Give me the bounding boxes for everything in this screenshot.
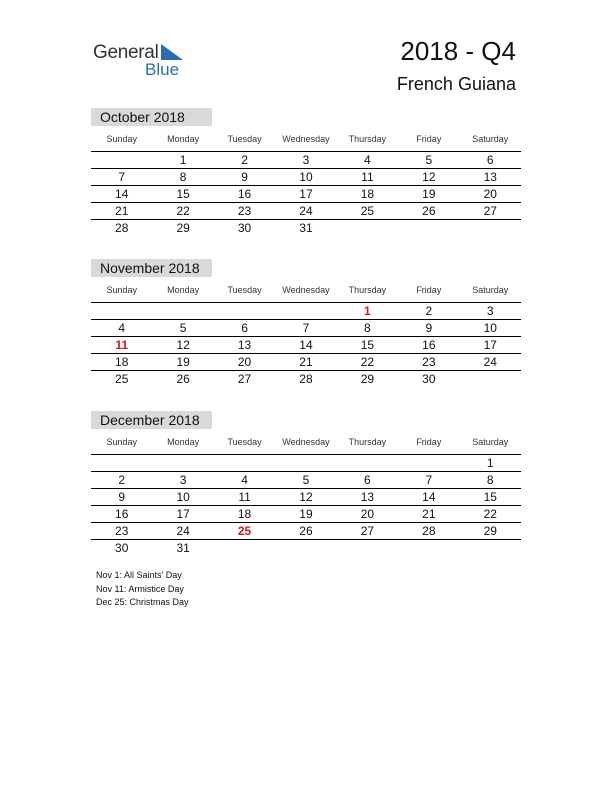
weekday-label: Sunday [106, 285, 137, 295]
week-row [91, 220, 521, 236]
day-cell: 16 [237, 187, 252, 201]
day-cell: 31 [299, 221, 313, 235]
month-block-october [91, 108, 521, 236]
day-cell: 23 [237, 204, 252, 218]
weekday-label: Tuesday [227, 437, 262, 447]
month-label: November 2018 [91, 259, 212, 277]
day-cell: 29 [483, 524, 497, 538]
day-cell: 29 [360, 372, 375, 386]
weekday-label: Friday [416, 285, 442, 295]
weekday-label: Monday [167, 134, 200, 144]
week-row [91, 320, 521, 337]
day-cell: 31 [176, 541, 190, 555]
month-grid [91, 303, 521, 387]
empty-day-cell [275, 303, 336, 319]
empty-day-cell [337, 455, 398, 471]
day-cell: 10 [483, 321, 497, 335]
day-cell: 11 [361, 170, 374, 184]
day-cell: 19 [422, 187, 436, 201]
day-cell: 12 [299, 490, 313, 504]
day-cell: 4 [241, 473, 248, 487]
week-row [91, 203, 521, 220]
day-cell: 10 [299, 170, 313, 184]
weekday-label: Sunday [106, 437, 137, 447]
day-cell: 26 [422, 204, 436, 218]
day-cell: 1 [179, 153, 187, 167]
week-row [91, 371, 521, 387]
empty-day-cell [398, 455, 459, 471]
day-cell: 17 [299, 187, 313, 201]
day-cell: 24 [176, 524, 190, 538]
day-cell: 21 [115, 204, 129, 218]
day-cell: 13 [360, 490, 375, 504]
day-cell: 16 [422, 338, 436, 352]
day-cell: 30 [115, 541, 129, 555]
week-row [91, 455, 521, 472]
day-cell: 10 [176, 490, 190, 504]
day-cell: 20 [237, 355, 252, 369]
empty-day-cell [214, 455, 275, 471]
day-cell: 8 [179, 170, 187, 184]
day-cell: 26 [299, 524, 313, 538]
week-row [91, 472, 521, 489]
holiday-day-cell: 25 [237, 524, 252, 538]
day-cell: 23 [422, 355, 436, 369]
week-row [91, 523, 521, 540]
weekday-label: Sunday [106, 134, 137, 144]
logo-general-text: General [93, 42, 159, 63]
empty-day-cell [214, 540, 275, 556]
weekday-label: Thursday [348, 134, 387, 144]
empty-day-cell [91, 152, 152, 168]
day-cell: 15 [176, 187, 190, 201]
holiday-note: Nov 11: Armistice Day [96, 583, 184, 594]
empty-day-cell [275, 455, 336, 471]
logo-blue-text: Blue [145, 60, 180, 79]
week-row [91, 303, 521, 320]
day-cell: 1 [486, 456, 494, 470]
page-title: 2018 - Q4 [400, 36, 516, 66]
day-cell: 3 [486, 304, 494, 318]
day-cell: 8 [486, 473, 494, 487]
day-cell: 20 [483, 187, 497, 201]
empty-day-cell [91, 455, 152, 471]
day-cell: 5 [179, 321, 187, 335]
day-cell: 22 [360, 355, 375, 369]
day-cell: 13 [483, 170, 497, 184]
week-row [91, 506, 521, 523]
month-block-november [91, 259, 521, 387]
empty-day-cell [460, 540, 521, 556]
week-row [91, 354, 521, 371]
day-cell: 17 [176, 507, 190, 521]
empty-day-cell [91, 303, 152, 319]
week-row [91, 540, 521, 556]
day-cell: 9 [118, 490, 126, 504]
holiday-day-cell: 11 [115, 338, 129, 352]
weekday-label: Wednesday [282, 134, 330, 144]
holiday-notes [96, 569, 189, 610]
day-cell: 18 [237, 507, 252, 521]
day-cell: 6 [486, 153, 494, 167]
day-cell: 14 [422, 490, 436, 504]
empty-day-cell [398, 220, 459, 236]
day-cell: 2 [118, 473, 126, 487]
weekday-label: Saturday [472, 285, 509, 295]
day-cell: 24 [299, 204, 313, 218]
empty-day-cell [152, 455, 213, 471]
logo [93, 40, 193, 80]
empty-day-cell [275, 540, 336, 556]
day-cell: 27 [360, 524, 375, 538]
day-cell: 19 [299, 507, 313, 521]
day-cell: 4 [118, 321, 126, 335]
day-cell: 8 [364, 321, 371, 335]
day-cell: 2 [425, 304, 433, 318]
day-cell: 12 [422, 170, 436, 184]
day-cell: 13 [237, 338, 252, 352]
day-cell: 11 [238, 490, 251, 504]
month-label: October 2018 [91, 108, 212, 126]
page-subtitle: French Guiana [396, 74, 516, 94]
holiday-note: Nov 1: All Saints’ Day [96, 570, 182, 580]
weekday-label: Wednesday [282, 285, 330, 295]
weekday-label: Tuesday [227, 285, 262, 295]
day-cell: 5 [425, 153, 433, 167]
month-label: December 2018 [91, 411, 212, 429]
week-row [91, 337, 521, 354]
month-grid [91, 152, 521, 236]
day-cell: 6 [364, 473, 371, 487]
empty-day-cell [337, 540, 398, 556]
weekday-label: Saturday [472, 437, 509, 447]
day-cell: 28 [299, 372, 313, 386]
day-cell: 3 [302, 153, 310, 167]
day-cell: 15 [483, 490, 497, 504]
empty-day-cell [337, 220, 398, 236]
day-cell: 9 [241, 170, 248, 184]
weekday-label: Tuesday [227, 134, 262, 144]
logo-triangle-icon [161, 44, 183, 60]
day-cell: 27 [237, 372, 252, 386]
day-cell: 12 [176, 338, 190, 352]
holiday-day-cell: 1 [364, 304, 371, 318]
day-cell: 25 [360, 204, 375, 218]
day-cell: 27 [483, 204, 497, 218]
day-cell: 19 [176, 355, 190, 369]
day-cell: 2 [241, 153, 248, 167]
empty-day-cell [460, 220, 521, 236]
day-cell: 29 [176, 221, 190, 235]
day-cell: 22 [483, 507, 497, 521]
day-cell: 15 [360, 338, 375, 352]
day-cell: 6 [241, 321, 248, 335]
day-cell: 23 [115, 524, 129, 538]
day-cell: 26 [176, 372, 190, 386]
day-cell: 9 [425, 321, 433, 335]
day-cell: 18 [360, 187, 375, 201]
empty-day-cell [152, 303, 213, 319]
weekday-header [91, 433, 521, 455]
day-cell: 17 [483, 338, 497, 352]
day-cell: 28 [422, 524, 436, 538]
week-row [91, 489, 521, 506]
day-cell: 30 [237, 221, 252, 235]
day-cell: 4 [364, 153, 371, 167]
weekday-label: Friday [416, 134, 442, 144]
day-cell: 21 [299, 355, 313, 369]
day-cell: 14 [115, 187, 129, 201]
day-cell: 22 [176, 204, 190, 218]
weekday-label: Thursday [348, 285, 387, 295]
weekday-header [91, 281, 521, 303]
day-cell: 28 [115, 221, 129, 235]
day-cell: 30 [422, 372, 436, 386]
day-cell: 7 [425, 473, 433, 487]
day-cell: 3 [179, 473, 187, 487]
weekday-label: Saturday [472, 134, 509, 144]
empty-day-cell [398, 540, 459, 556]
day-cell: 5 [302, 473, 310, 487]
day-cell: 20 [360, 507, 375, 521]
weekday-label: Monday [167, 285, 200, 295]
holiday-note: Dec 25: Christmas Day [96, 597, 189, 607]
weekday-label: Thursday [348, 437, 387, 447]
weekday-label: Wednesday [282, 437, 330, 447]
week-row [91, 186, 521, 203]
week-row [91, 152, 521, 169]
weekday-label: Friday [416, 437, 442, 447]
day-cell: 14 [299, 338, 313, 352]
month-block-december [91, 411, 521, 556]
weekday-label: Monday [167, 437, 200, 447]
day-cell: 7 [118, 170, 126, 184]
day-cell: 7 [302, 321, 310, 335]
day-cell: 16 [115, 507, 129, 521]
week-row [91, 169, 521, 186]
empty-day-cell [460, 371, 521, 387]
day-cell: 21 [422, 507, 436, 521]
day-cell: 18 [115, 355, 129, 369]
empty-day-cell [214, 303, 275, 319]
day-cell: 25 [115, 372, 129, 386]
day-cell: 24 [483, 355, 497, 369]
weekday-header [91, 130, 521, 152]
month-grid [91, 455, 521, 556]
